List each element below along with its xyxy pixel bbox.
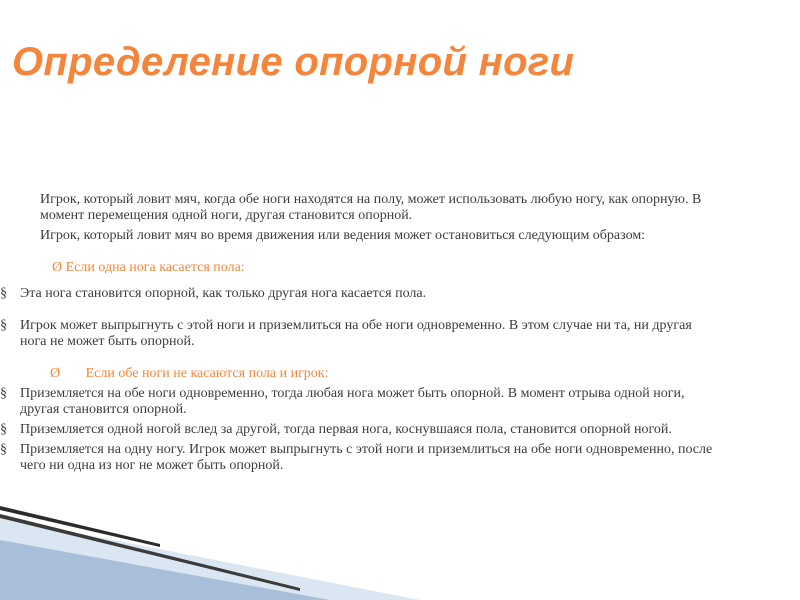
section-heading-one-foot bbox=[20, 260, 720, 276]
bullet-text: Игрок, который ловит мяч во время движения или ведения может остановиться следующим образом: bbox=[40, 228, 646, 243]
sub-item bbox=[0, 286, 720, 302]
section-marker: § bbox=[0, 318, 7, 333]
sub-item bbox=[0, 386, 720, 418]
slide-title: Определение опорной ноги bbox=[12, 40, 575, 84]
arrow-marker: Ø bbox=[52, 260, 63, 275]
corner-stripe-mid bbox=[0, 540, 330, 600]
bullet-text: Игрок, который ловит мяч, когда обе ноги находятся на полу, может использовать любую ногу, как опорную. В момент перемещения одной ноги, другая становится опорной. bbox=[40, 192, 702, 223]
sub-item-text: Приземляется одной ногой вслед за другой, тогда первая нога, коснувшаяся пола, становится опорной ногой. bbox=[20, 422, 672, 437]
sub-item-text: Эта нога становится опорной, как только другая нога касается пола. bbox=[20, 286, 427, 301]
sub-item-text: Приземляется на одну ногу. Игрок может выпрыгнуть с этой ноги и приземлиться на обе ноги одновременно, после чего ни одна из ног не может быть опорной. bbox=[20, 442, 713, 473]
section-marker: § bbox=[0, 442, 7, 457]
section-heading-text: Если обе ноги не касаются пола и игрок: bbox=[85, 366, 329, 381]
section-marker: § bbox=[0, 286, 7, 301]
bullet-item bbox=[20, 192, 720, 224]
corner-stripes-decoration bbox=[0, 500, 420, 600]
section-marker: § bbox=[0, 386, 7, 401]
section-marker: § bbox=[0, 422, 7, 437]
slide-body bbox=[0, 192, 720, 474]
sub-item bbox=[0, 318, 720, 350]
bullet-item bbox=[20, 228, 720, 244]
sub-item-text: Игрок может выпрыгнуть с этой ноги и приземлиться на обе ноги одновременно. В этом случае ни та, ни другая нога не может быть опорной. bbox=[20, 318, 692, 349]
sub-item-text: Приземляется на обе ноги одновременно, тогда любая нога может быть опорной. В момент отрыва одной ноги, другая становится опорной. bbox=[20, 386, 685, 417]
arrow-marker: Ø bbox=[50, 366, 61, 381]
sub-item bbox=[0, 422, 720, 438]
sub-item bbox=[0, 442, 720, 474]
section-heading-both-feet bbox=[20, 366, 720, 382]
section-heading-text: Если одна нога касается пола: bbox=[65, 260, 245, 275]
